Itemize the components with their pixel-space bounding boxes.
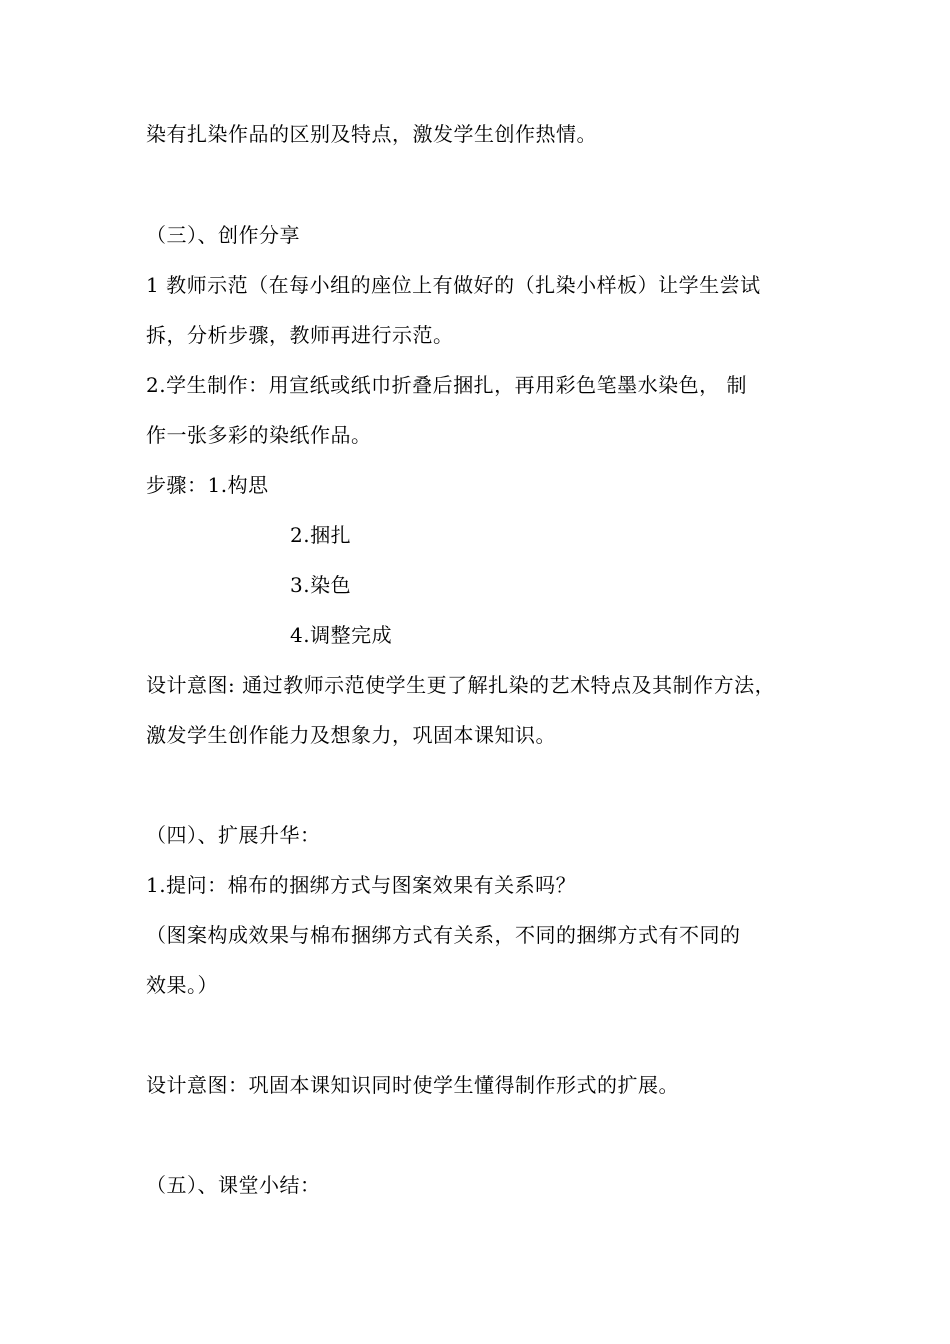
step-item: 4.调整完成 [290,623,393,647]
design-intent-line: 设计意图：巩固本课知识同时使学生懂得制作形式的扩展。 [146,1073,679,1097]
paragraph-line: 拆，分析步骤，教师再进行示范。 [146,323,454,347]
steps-label: 步骤：1.构思 [146,473,269,497]
question-line: 1.提问：棉布的捆绑方式与图案效果有关系吗？ [146,873,577,897]
section-heading-4: （四）、扩展升华： [146,823,321,847]
paragraph-line: 作一张多彩的染纸作品。 [146,423,372,447]
section-heading-3: （三）、创作分享 [146,223,300,247]
answer-line: （图案构成效果与棉布捆绑方式有关系，不同的捆绑方式有不同的 [146,923,741,947]
design-intent-line: 设计意图: 通过教师示范使学生更了解扎染的艺术特点及其制作方法， [146,673,776,697]
section-heading-5: （五）、课堂小结： [146,1173,321,1197]
step-item: 2.捆扎 [290,523,352,547]
answer-line: 效果。） [146,973,218,997]
paragraph-line: 1 教师示范（在每小组的座位上有做好的（扎染小样板）让学生尝试 [146,273,761,297]
paragraph-line: 2.学生制作：用宣纸或纸巾折叠后捆扎，再用彩色笔墨水染色， 制 [146,373,747,397]
paragraph-line: 染有扎染作品的区别及特点，激发学生创作热情。 [146,122,597,146]
design-intent-line: 激发学生创作能力及想象力，巩固本课知识。 [146,723,556,747]
step-item: 3.染色 [290,573,352,597]
